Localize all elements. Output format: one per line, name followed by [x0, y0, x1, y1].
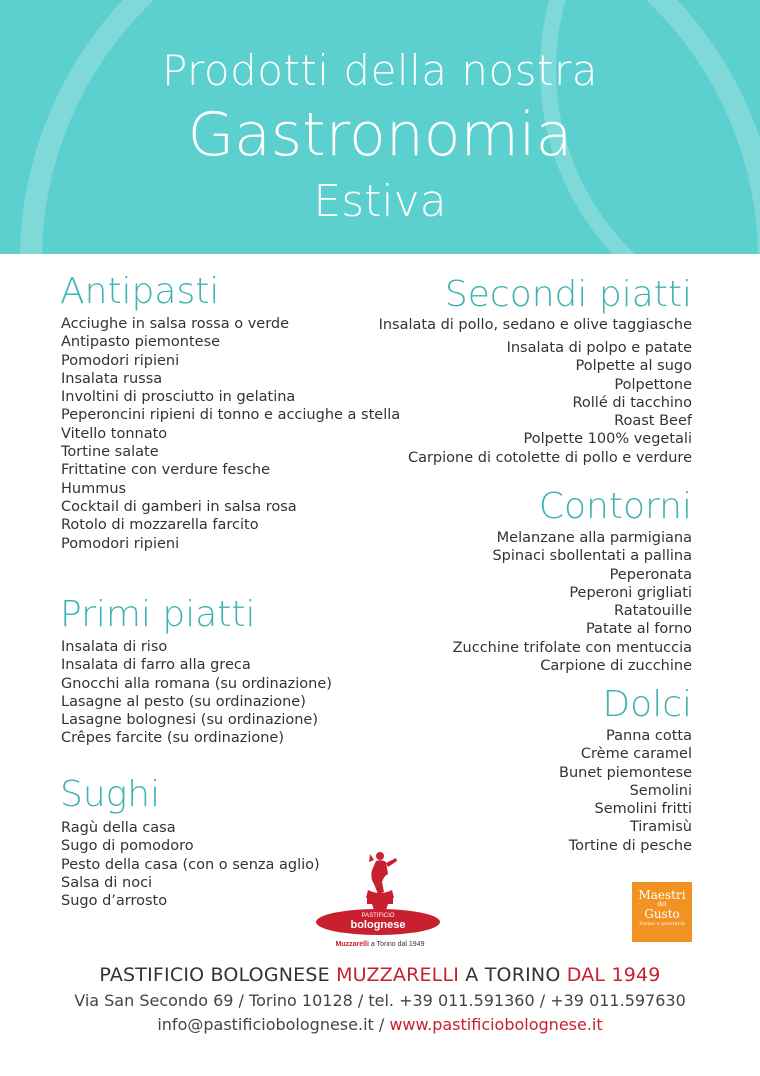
list-item: Pomodori ripieni [61, 352, 180, 369]
website-link[interactable]: www.pastificiobolognese.it [389, 1015, 603, 1034]
list-item: Melanzane alla parmigiana [496, 530, 692, 546]
list-item: Antipasto piemontese [61, 334, 221, 351]
list-item: Zucchine trifolate con mentuccia [452, 639, 692, 656]
header-line1: Prodotti della nostra [161, 46, 599, 95]
list-item: Peperoncini ripieni di tonno e acciughe a stella [61, 407, 401, 424]
list-item: Panna cotta [606, 728, 692, 744]
list-item: Insalata di farro alla greca [61, 657, 251, 674]
header-subtitle: Estiva [313, 176, 447, 227]
list-item: Patate al forno [585, 621, 692, 638]
badge-word: Gusto [644, 907, 680, 921]
email-link[interactable]: info@pastificiobolognese.it [157, 1015, 374, 1034]
section-title-antipasti: Antipasti [60, 271, 220, 312]
list-item: Tortine salate [61, 444, 159, 461]
list-item: Gnocchi alla romana (su ordinazione) [61, 675, 332, 692]
list-item: Frittatine con verdure fesche [61, 462, 271, 479]
footer-part: PASTIFICIO BOLOGNESE [99, 964, 337, 986]
list-item: Sugo d’arrosto [61, 893, 168, 910]
list-item: Crème caramel [580, 746, 692, 763]
list-item: Ragù della casa [61, 820, 176, 836]
secondi-list [408, 339, 692, 467]
section-title-dolci: Dolci [602, 684, 692, 725]
footer-brand-line [0, 964, 760, 986]
footer-separator: / [373, 1015, 390, 1034]
badge-word: del [657, 901, 667, 908]
list-item: Ratatouille [614, 603, 692, 620]
list-item: Spinaci sbollentati a pallina [492, 548, 692, 565]
list-item: Semolini [629, 782, 692, 799]
badge-word: Maestri [638, 888, 686, 902]
footer-part: MUZZARELLI [336, 964, 460, 986]
contorni-list [453, 529, 692, 675]
primi-list [61, 638, 332, 748]
list-item: Acciughe in salsa rossa o verde [61, 316, 290, 332]
secondi-first-item: Insalata di pollo, sedano e olive taggiasche [378, 317, 692, 333]
list-item: Peperoni grigliati [569, 584, 692, 601]
list-item: Pomodori ripieni [61, 535, 180, 552]
footer-address: Via San Secondo 69 / Torino 10128 / tel. +39 011.591360 / +39 011.597630 [74, 991, 686, 1010]
dolci-list [559, 727, 692, 855]
list-item: Lasagne bolognesi (su ordinazione) [61, 712, 318, 729]
list-item: Rollé di tacchino [572, 394, 692, 411]
list-item: Involtini di prosciutto in gelatina [61, 389, 296, 406]
list-item: Insalata di riso [61, 639, 168, 655]
pastificio-logo [312, 850, 452, 954]
section-title-secondi: Secondi piatti [444, 274, 692, 315]
list-item: Polpettone [614, 376, 692, 393]
section-title-sughi: Sughi [60, 774, 161, 815]
logo-tag-rest: a Torino dal 1949 [368, 941, 425, 948]
footer-part: A TORINO [459, 964, 567, 986]
badge-word: Torino e provincia [639, 921, 685, 927]
maestri-del-gusto-badge [632, 882, 692, 942]
list-item: Polpette 100% vegetali [523, 431, 692, 448]
section-title-contorni: Contorni [538, 486, 692, 527]
list-item: Peperonata [609, 566, 692, 583]
list-item: Lasagne al pesto (su ordinazione) [61, 693, 306, 710]
list-item: Carpione di cotolette di pollo e verdure [407, 449, 692, 466]
list-item: Salsa di noci [61, 874, 153, 891]
list-item: Carpione di zucchine [540, 658, 692, 675]
header-title: Gastronomia [187, 100, 573, 170]
section-title-primi: Primi piatti [60, 594, 256, 635]
list-item: Bunet piemontese [559, 764, 692, 781]
list-item: Sugo di pomodoro [61, 838, 194, 855]
list-item: Pesto della casa (con o senza aglio) [61, 856, 320, 873]
list-item: Polpette al sugo [575, 358, 692, 375]
antipasti-list [61, 315, 400, 553]
list-item: Vitello tonnato [61, 425, 168, 442]
list-item: Roast Beef [614, 413, 692, 430]
neptune-statue-icon [312, 850, 452, 954]
list-item: Rotolo di mozzarella farcito [61, 517, 259, 534]
list-item: Semolini fritti [594, 801, 692, 818]
logo-tagline [336, 941, 425, 948]
list-item: Cocktail di gamberi in salsa rosa [61, 498, 297, 515]
list-item: Insalata di polpo e patate [506, 340, 692, 356]
sughi-list [61, 819, 320, 910]
logo-tag-red: Muzzarelli [335, 941, 369, 948]
list-item: Tortine di pesche [568, 837, 692, 854]
list-item: Hummus [61, 480, 127, 497]
logo-small-text: PASTIFICIO [361, 913, 395, 919]
list-item: Insalata russa [61, 370, 163, 387]
footer-contacts [0, 1015, 760, 1034]
list-item: Tiramisù [629, 819, 692, 836]
list-item: Crêpes farcite (su ordinazione) [61, 730, 285, 747]
header-banner [0, 0, 760, 254]
footer-part: DAL 1949 [566, 964, 661, 986]
logo-name: bolognese [350, 919, 406, 931]
